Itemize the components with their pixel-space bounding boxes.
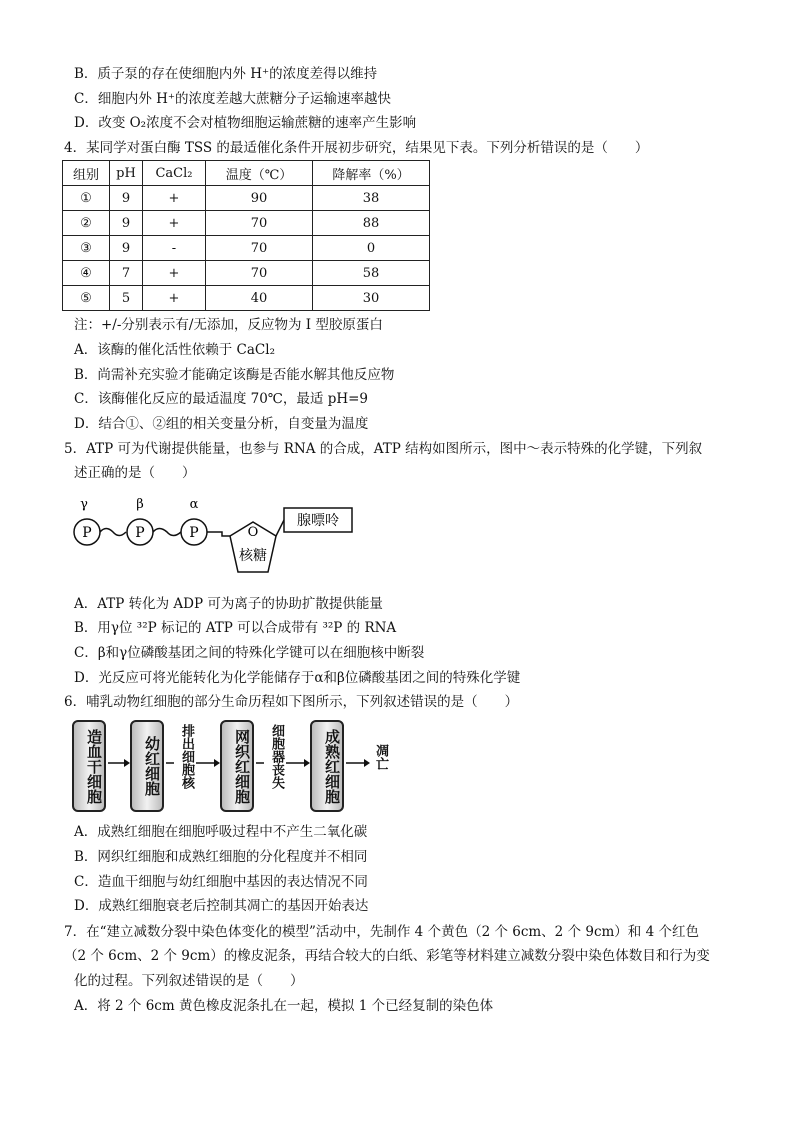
q5-option-d: D．光反应可将光能转化为化学能储存于α和β位磷酸基团之间的特殊化学键 [74,670,521,686]
table-cell: 58 [313,261,430,286]
q6-option-d: D．成熟红细胞衰老后控制其凋亡的基因开始表达 [74,898,369,914]
table-cell: 90 [206,186,313,211]
arrow-icon [196,758,220,768]
step-nucleus-expelled: 排出细胞核 [179,724,194,789]
step-apoptosis: 凋亡 [373,744,388,770]
glycosidic-bond [276,520,284,536]
phosphate-label: P [82,525,92,541]
table-row [63,211,430,236]
table-row [63,236,430,261]
question-5-line2: 述正确的是（ ） [74,465,196,481]
table-cell: 7 [110,261,143,286]
experiment-table [62,160,430,311]
table-cell: ② [63,211,110,236]
q3-option-b: B．质子泵的存在使细胞内外 H⁺的浓度差得以维持 [74,66,378,82]
step-organelles-lost: 细胞器丧失 [269,724,284,789]
q3-option-d: D．改变 O₂浓度不会对植物细胞运输蔗糖的速率产生影响 [74,115,417,131]
ribose-label: 核糖 [239,548,267,564]
q6-option-c: C．造血干细胞与幼红细胞中基因的表达情况不同 [74,874,368,890]
q4-option-d: D．结合①、②组的相关变量分析，自变量为温度 [74,416,369,432]
beta-label: β [136,497,144,512]
table-header: 降解率（%） [313,161,430,186]
adenine-label: 腺嘌呤 [297,513,339,529]
alpha-label: α [189,497,199,512]
table-header-row [63,161,430,186]
table-cell: ① [63,186,110,211]
table-cell: 40 [206,286,313,311]
high-energy-bond [153,529,181,536]
question-6: 6．哺乳动物红细胞的部分生命历程如下图所示，下列叙述错误的是（ ） [64,694,519,710]
table-cell: + [143,186,206,211]
q5-option-b: B．用γ位 ³²P 标记的 ATP 可以合成带有 ³²P 的 RNA [74,620,397,636]
table-row [63,261,430,286]
gamma-label: γ [80,497,88,512]
table-header: CaCl₂ [143,161,206,186]
q3-option-c: C．细胞内外 H⁺的浓度差越大蔗糖分子运输速率越快 [74,91,392,107]
q4-option-b: B．尚需补充实验才能确定该酶是否能水解其他反应物 [74,367,395,383]
table-note: 注：+/-分别表示有/无添加，反应物为 I 型胶原蛋白 [74,317,383,333]
table-cell: 70 [206,236,313,261]
q5-option-a: A．ATP 转化为 ADP 可为离子的协助扩散提供能量 [74,596,383,612]
q4-option-a: A．该酶的催化活性依赖于 CaCl₂ [74,342,275,358]
table-cell: ⑤ [63,286,110,311]
table-cell: + [143,286,206,311]
table-cell: 38 [313,186,430,211]
table-cell: + [143,261,206,286]
table-cell: 70 [206,211,313,236]
mature-erythrocyte-box: 成熟红细胞 [310,720,344,812]
ring-oxygen-label: O [247,525,259,540]
table-cell: 9 [110,186,143,211]
table-cell: ④ [63,261,110,286]
table-cell: 70 [206,261,313,286]
erythroblast-box: 幼红细胞 [130,720,164,812]
q4-option-c: C．该酶催化反应的最适温度 70℃，最适 pH=9 [74,391,369,407]
table-cell: - [143,236,206,261]
table-cell: ③ [63,236,110,261]
table-cell: 30 [313,286,430,311]
arrow-icon [346,758,370,768]
arrow-icon [286,758,310,768]
atp-structure-diagram [72,494,372,580]
table-cell: 0 [313,236,430,261]
q6-option-b: B．网织红细胞和成熟红细胞的分化程度并不相同 [74,849,368,865]
q6-option-a: A．成熟红细胞在细胞呼吸过程中不产生二氧化碳 [74,824,368,840]
table-cell: 5 [110,286,143,311]
question-7-line1: 7．在“建立减数分裂中染色体变化的模型”活动中，先制作 4 个黄色（2 个 6cm、2 个 9cm）和 4 个红色 [64,924,699,940]
question-7-line3: 化的过程。下列叙述错误的是（ ） [74,973,304,989]
question-7-line2: （2 个 6cm、2 个 9cm）的橡皮泥条，再结合较大的白纸、彩笔等材料建立减数分裂中染色体数目和行为变 [64,948,710,964]
table-header: 温度（℃） [206,161,313,186]
table-cell: + [143,211,206,236]
phosphate-label: P [189,525,199,541]
table-row [63,186,430,211]
arrow-icon [256,758,268,768]
arrow-icon [108,758,130,768]
table-cell: 9 [110,236,143,261]
q7-option-a: A．将 2 个 6cm 黄色橡皮泥条扎在一起，模拟 1 个已经复制的染色体 [74,998,494,1014]
table-cell: 88 [313,211,430,236]
reticulocyte-box: 网织红细胞 [220,720,254,812]
question-4: 4．某同学对蛋白酶 TSS 的最适催化条件开展初步研究，结果见下表。下列分析错误的是（ ） [64,140,649,156]
ester-bond [207,532,230,536]
erythrocyte-lifecycle-diagram [72,720,392,812]
hematopoietic-stem-cell-box: 造血干细胞 [72,720,106,812]
phosphate-label: P [135,525,145,541]
question-5-line1: 5．ATP 可为代谢提供能量，也参与 RNA 的合成，ATP 结构如图所示，图中～表示特殊的化学键，下列叙 [64,441,703,457]
table-header: pH [110,161,143,186]
high-energy-bond [100,529,126,536]
q5-option-c: C．β和γ位磷酸基团之间的特殊化学键可以在细胞核中断裂 [74,645,425,661]
table-header: 组别 [63,161,110,186]
table-cell: 9 [110,211,143,236]
table-row [63,286,430,311]
